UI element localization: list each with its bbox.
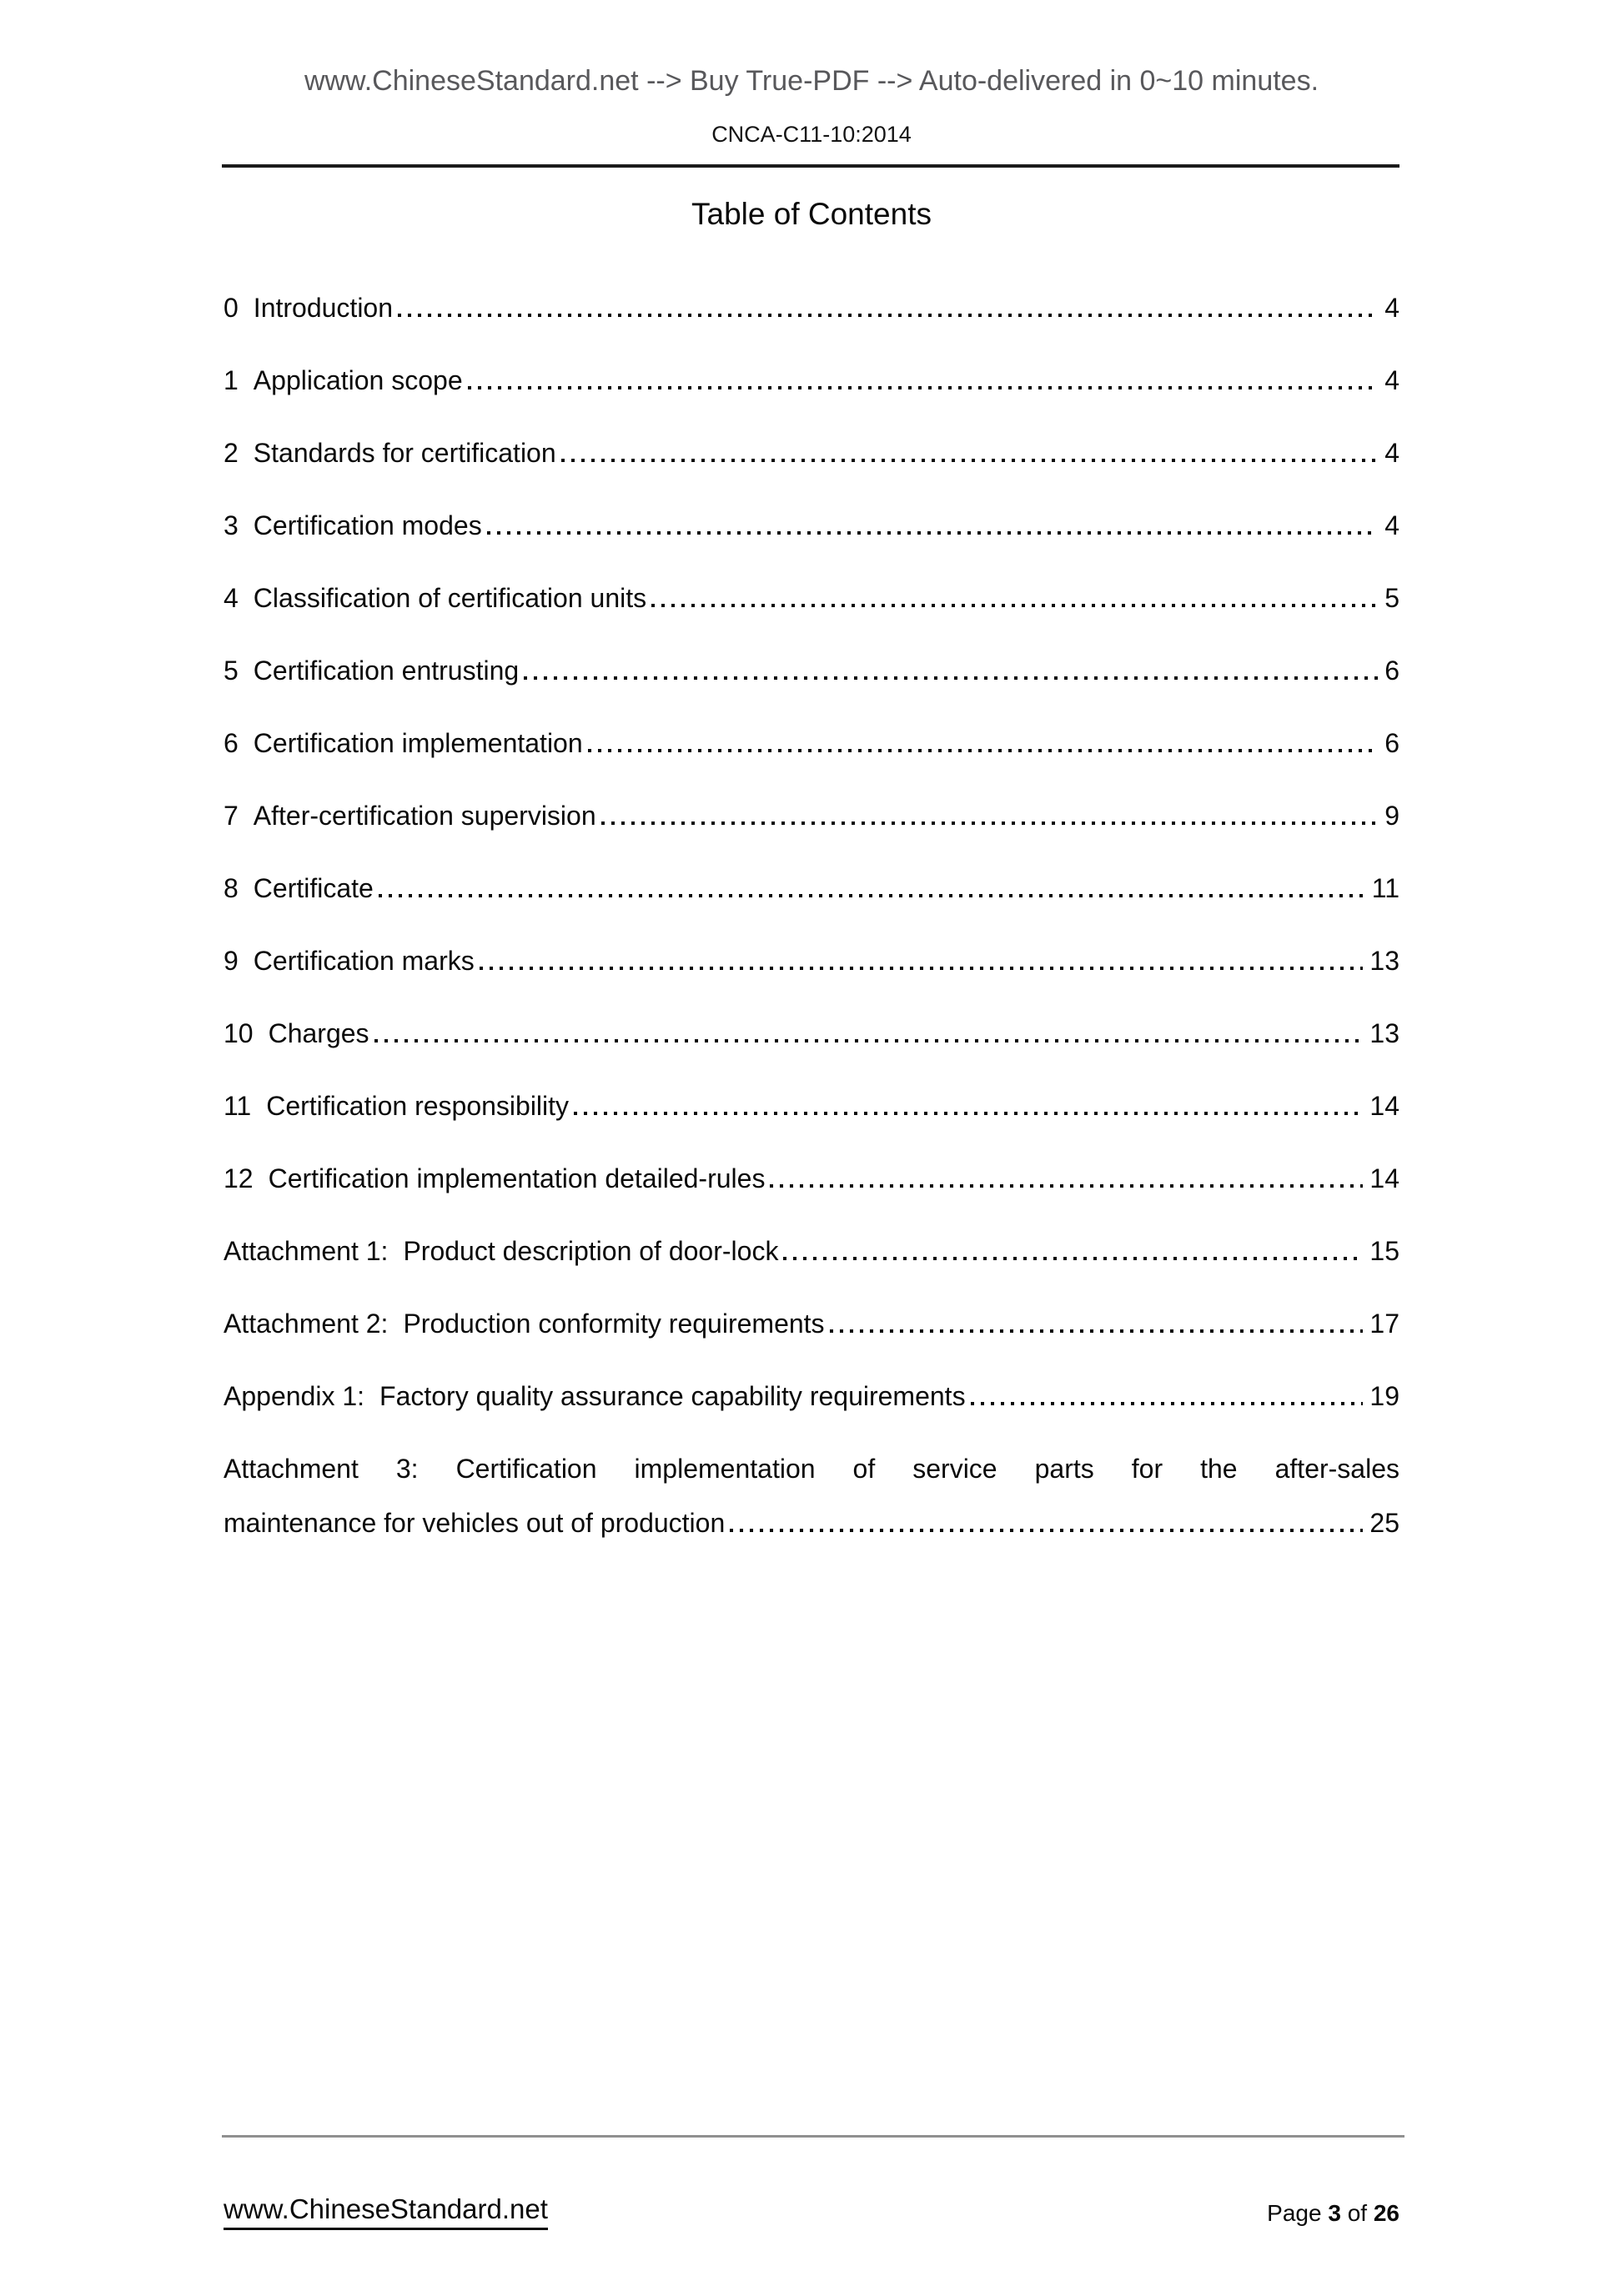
toc-entry: [224, 942, 1399, 979]
toc-entry-label: maintenance for vehicles out of production: [224, 1508, 726, 1538]
dot-leader: [574, 1112, 1363, 1115]
toc-entry-id: 10: [224, 1018, 254, 1048]
toc-entry-page: 11: [1371, 873, 1399, 903]
toc-entry-id: Appendix 1:: [224, 1381, 365, 1411]
toc-entry-page: 4: [1384, 510, 1399, 540]
toc-entry-page: 4: [1384, 438, 1399, 468]
page-indicator-current: 3: [1328, 2200, 1341, 2226]
dot-leader: [468, 386, 1379, 389]
toc-entry-label: Product description of door-lock: [403, 1236, 779, 1266]
dot-leader: [561, 459, 1379, 462]
toc-entry: [224, 1088, 1399, 1124]
toc-entry: [224, 652, 1399, 689]
document-code: CNCA-C11-10:2014: [711, 122, 912, 147]
toc-entry: [224, 1015, 1399, 1052]
header-promo-text: www.ChineseStandard.net --> Buy True-PDF --> Auto-delivered in 0~10 minutes.: [304, 65, 1319, 97]
toc-entry-page: 13: [1369, 946, 1399, 976]
toc-entry: [224, 725, 1399, 761]
dot-leader: [783, 1257, 1363, 1260]
toc-entry: [224, 580, 1399, 616]
toc-entry: [224, 507, 1399, 544]
page-indicator-prefix: Page: [1267, 2200, 1322, 2226]
toc-entry-id: 1: [224, 365, 239, 395]
toc-entry-page: 4: [1384, 365, 1399, 395]
toc-entry: [224, 797, 1399, 834]
toc-entry-page: 9: [1384, 801, 1399, 831]
toc-entry-attachment3-line2: [224, 1505, 1399, 1541]
toc-entry-id: 3: [224, 510, 239, 540]
toc-entry-id: 8: [224, 873, 239, 903]
toc-entry-label: Factory quality assurance capability requirements: [379, 1381, 966, 1411]
toc-entry-id: 0: [224, 293, 239, 323]
toc-list: [224, 289, 1399, 1541]
toc-entry-page: 17: [1369, 1309, 1399, 1339]
toc-entry-page: 6: [1384, 728, 1399, 758]
toc-entry-page: 14: [1369, 1163, 1399, 1193]
header-divider: [222, 164, 1399, 168]
dot-leader: [651, 604, 1378, 607]
dot-leader: [487, 531, 1379, 535]
toc-entry-id: 4: [224, 583, 239, 613]
footer-divider: [222, 2135, 1404, 2138]
toc-entry-page: 4: [1384, 293, 1399, 323]
toc-entry-id: 5: [224, 656, 239, 686]
toc-entry-id: 7: [224, 801, 239, 831]
toc-entry: [224, 1233, 1399, 1269]
toc-entry: [224, 362, 1399, 399]
toc-entry-page: 25: [1369, 1508, 1399, 1538]
dot-leader: [770, 1184, 1363, 1188]
toc-entry-id: Attachment 2:: [224, 1309, 389, 1339]
toc-entry-label: Certification implementation: [253, 728, 583, 758]
toc-entry-label: Production conformity requirements: [403, 1309, 825, 1339]
toc-entry: [224, 1305, 1399, 1342]
dot-leader: [971, 1402, 1364, 1405]
page-title: Table of Contents: [691, 197, 932, 231]
toc-entry-page: 5: [1384, 583, 1399, 613]
toc-entry-label: Standards for certification: [253, 438, 556, 468]
toc-entry-page: 14: [1369, 1091, 1399, 1121]
toc-entry: [224, 1378, 1399, 1414]
toc-entry-label: Certification entrusting: [253, 656, 520, 686]
dot-leader: [588, 749, 1379, 752]
toc-entry-id: 9: [224, 946, 239, 976]
page-indicator: [1267, 2200, 1399, 2227]
toc-entry-label: Classification of certification units: [253, 583, 647, 613]
toc-entry-id: 6: [224, 728, 239, 758]
footer-site-link[interactable]: www.ChineseStandard.net: [224, 2193, 548, 2230]
page-indicator-of: of: [1347, 2200, 1368, 2226]
page-indicator-total: 26: [1373, 2200, 1399, 2226]
dot-leader: [524, 676, 1378, 680]
toc-entry: [224, 870, 1399, 907]
toc-entry-label: Charges: [268, 1018, 369, 1048]
toc-entry-label: Application scope: [253, 365, 463, 395]
dot-leader: [374, 1039, 1364, 1042]
toc-entry-label: Certificate: [253, 873, 374, 903]
toc-entry-id: 11: [224, 1091, 252, 1121]
toc-entry-label: Certification responsibility: [266, 1091, 570, 1121]
toc-entry: [224, 1160, 1399, 1197]
dot-leader: [601, 821, 1379, 825]
toc-entry-label: Certification marks: [253, 946, 475, 976]
toc-entry-label: Certification modes: [253, 510, 482, 540]
toc-entry-label: After-certification supervision: [253, 801, 596, 831]
toc-entry-attachment3-line1: Attachment 3: Certification implementation of service parts for the after-sales: [224, 1454, 1399, 1484]
toc-entry-page: 6: [1384, 656, 1399, 686]
dot-leader: [379, 894, 1365, 897]
toc-entry-label: Certification implementation detailed-rules: [268, 1163, 766, 1193]
toc-entry-id: 12: [224, 1163, 254, 1193]
dot-leader: [398, 314, 1378, 317]
toc-entry-id: Attachment 1:: [224, 1236, 389, 1266]
toc-entry-page: 15: [1369, 1236, 1399, 1266]
toc-entry-page: 19: [1369, 1381, 1399, 1411]
dot-leader: [480, 967, 1364, 970]
toc-entry-id: 2: [224, 438, 239, 468]
toc-entry: [224, 289, 1399, 326]
toc-entry-label: Introduction: [253, 293, 394, 323]
dot-leader: [830, 1329, 1364, 1333]
toc-entry-page: 13: [1369, 1018, 1399, 1048]
toc-entry: [224, 435, 1399, 471]
dot-leader: [730, 1529, 1363, 1532]
